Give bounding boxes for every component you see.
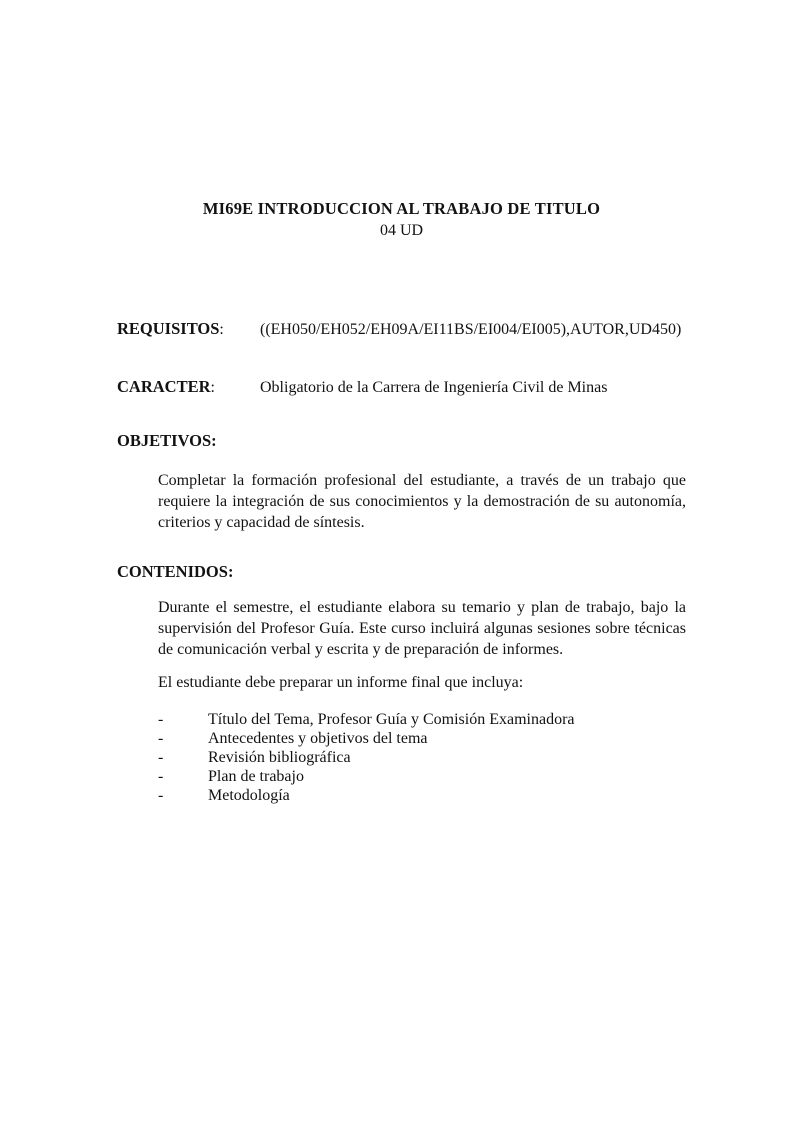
list-item-text: Título del Tema, Profesor Guía y Comisión Examinadora [208, 711, 575, 728]
list-bullet: - [158, 711, 164, 728]
list-item-text: Revisión bibliográfica [208, 749, 351, 766]
objetivos-heading: OBJETIVOS: [117, 431, 217, 450]
contenidos-paragraph-2: El estudiante debe preparar un informe final que incluya: [158, 674, 524, 691]
list-item [158, 729, 686, 748]
course-title: MI69E INTRODUCCION AL TRABAJO DE TITULO [202, 199, 601, 218]
contenidos-paragraph-1: Durante el semestre, el estudiante elabora su temario y plan de trabajo, bajo la supervisión del Profesor Guía. Este curso incluirá algunas sesiones sobre técnicas de comunicación verbal y escrita y de preparación de informes. [158, 599, 686, 658]
section-objetivos [117, 430, 686, 533]
field-list [117, 318, 686, 398]
title-block [117, 198, 686, 242]
list-item [158, 767, 686, 786]
list-bullet: - [158, 787, 164, 804]
requisitos-value: ((EH050/EH052/EH09A/EI11BS/EI004/EI005),AUTOR,UD450) [260, 321, 682, 338]
caracter-value: Obligatorio de la Carrera de Ingeniería Civil de Minas [260, 379, 608, 396]
list-bullet: - [158, 730, 164, 747]
contenidos-heading: CONTENIDOS: [117, 562, 234, 581]
requisitos-label: REQUISITOS: [117, 319, 224, 338]
report-contents-list [117, 710, 686, 805]
field-row-requisitos [117, 318, 686, 340]
list-bullet: - [158, 768, 164, 785]
list-item-text: Plan de trabajo [208, 768, 304, 785]
field-row-caracter [117, 376, 686, 398]
section-contenidos [117, 561, 686, 805]
list-bullet: - [158, 749, 164, 766]
list-item-text: Metodología [208, 787, 290, 804]
caracter-label: CARACTER: [117, 377, 215, 396]
course-credits: 04 UD [379, 222, 424, 239]
list-item [158, 748, 686, 767]
objetivos-paragraph: Completar la formación profesional del estudiante, a través de un trabajo que requiere la integración de sus conocimientos y la demostración de su autonomía, criterios y capacidad de síntesis. [158, 472, 686, 531]
list-item [158, 786, 686, 805]
list-item [158, 710, 686, 729]
list-item-text: Antecedentes y objetivos del tema [208, 730, 428, 747]
